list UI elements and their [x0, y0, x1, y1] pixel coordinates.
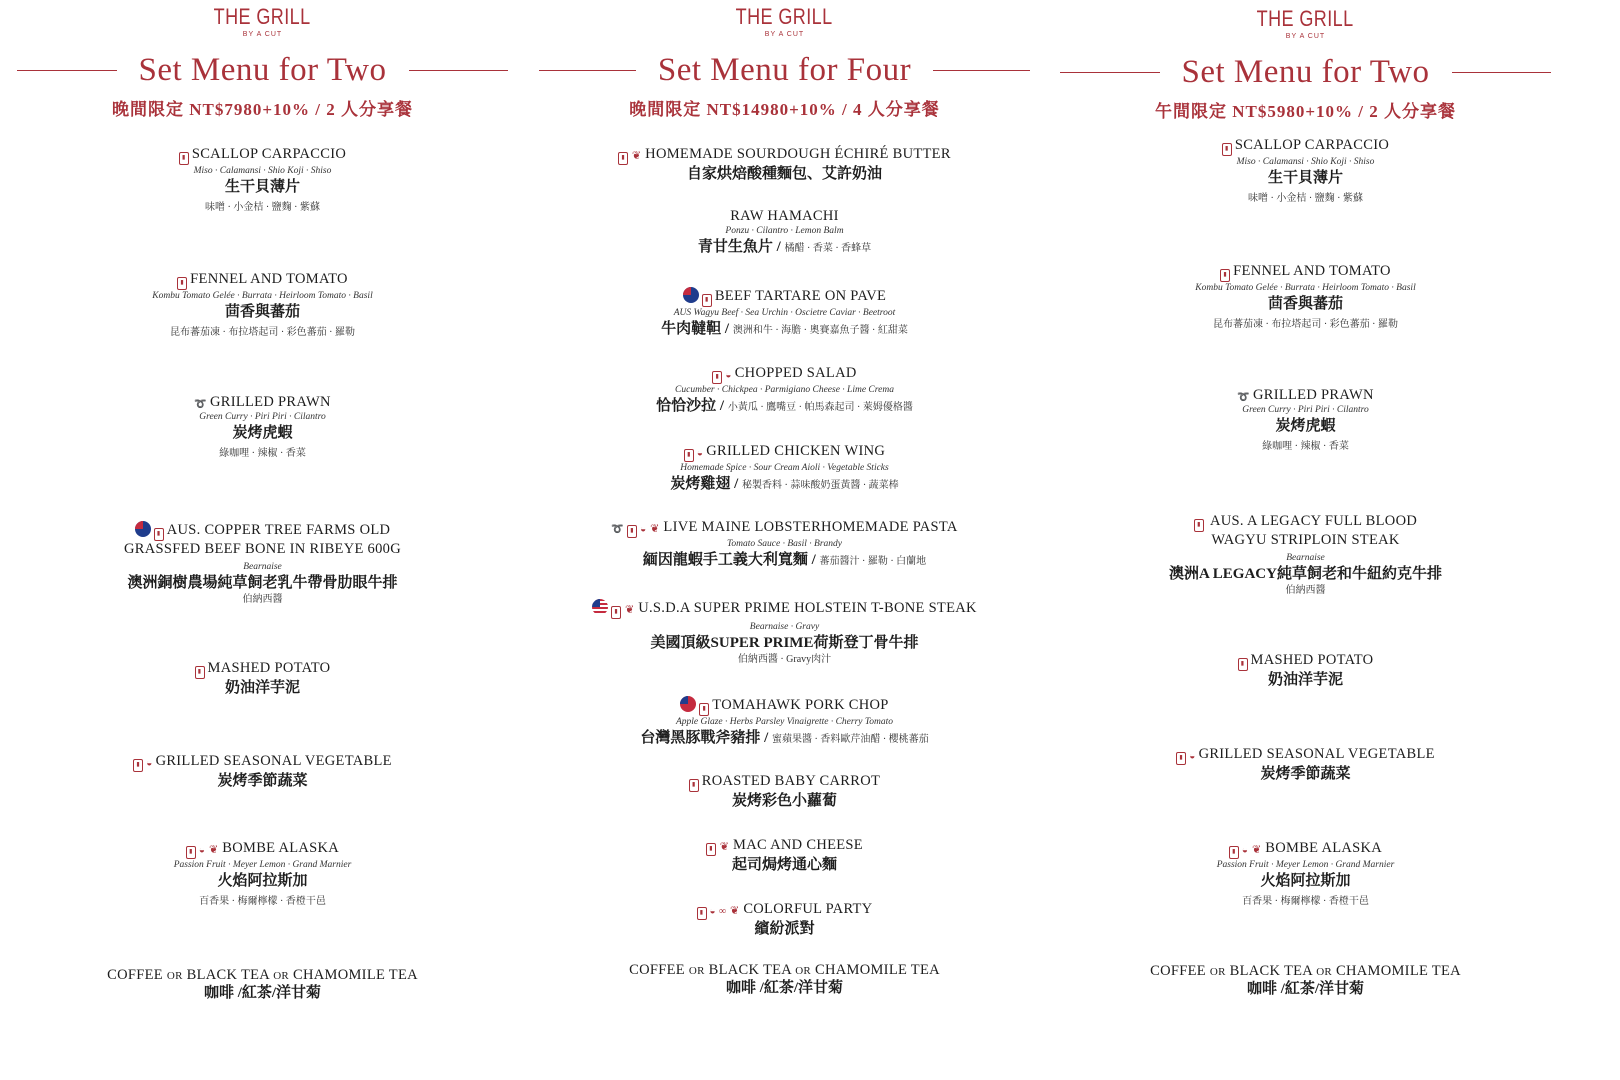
logo-tag: BY A CUT	[1285, 33, 1326, 40]
australia-flag-icon	[683, 287, 699, 303]
item-desc: Homemade Spice · Sour Cream Aioli · Vegetable Sticks	[680, 463, 889, 473]
title-rule-right	[1452, 72, 1552, 73]
item-desc: Bearnaise	[243, 562, 282, 572]
menu-item	[17, 271, 508, 340]
beef-icon: ▮	[1194, 519, 1204, 532]
menu-item-drinks	[1060, 963, 1551, 999]
drink-coffee: COFFEE	[1150, 963, 1206, 979]
item-desc-zh: 綠咖哩 · 辣椒 · 香菜	[219, 448, 306, 459]
item-desc-zh: 昆布蕃茄凍 · 布拉塔起司 · 彩色蕃茄 · 羅勒	[170, 327, 355, 338]
item-name-zh: 奶油洋芋泥	[224, 680, 300, 696]
menu-title: Set Menu for Two	[138, 52, 387, 88]
menu-item	[539, 773, 1030, 811]
menu-subtitle: 午間限定 NT$5980+10% / 2 人分享餐	[1154, 102, 1457, 121]
menu-item	[1060, 746, 1551, 784]
item-desc: Kombu Tomato Gelée · Burrata · Heirloom Tomato · Basil	[152, 291, 373, 301]
item-name-zh: 炭烤虎蝦	[1275, 418, 1336, 434]
egg-icon: ◒	[640, 524, 647, 535]
item-name-zh: 火焰阿拉斯加	[217, 873, 308, 889]
item-name: U.S.D.A SUPER PRIME HOLSTEIN T-BONE STEAK	[638, 600, 977, 616]
menu-item	[539, 287, 1030, 340]
egg-icon: ◒	[696, 448, 704, 459]
drink-coffee: COFFEE	[107, 967, 163, 983]
item-name-zh: 生干貝薄片	[224, 179, 300, 195]
beef-icon: ▮	[179, 152, 189, 165]
egg-icon: ◒	[198, 845, 206, 856]
drink-black-tea: BLACK TEA	[708, 962, 792, 978]
beef-icon: ▮	[1229, 846, 1239, 859]
logo-tag: BY A CUT	[242, 31, 283, 38]
menu-item	[539, 696, 1030, 749]
beef-icon: ▮	[618, 152, 628, 165]
menu-item-drinks	[539, 962, 1030, 998]
item-name-zh: 炭烤雞翅 /	[670, 476, 739, 492]
drink-chamomile: CHAMOMILE TEA	[293, 967, 418, 983]
item-name: LIVE MAINE LOBSTERHOMEMADE PASTA	[663, 519, 958, 535]
menu-dinner-four	[539, 0, 1030, 1080]
item-name: SCALLOP CARPACCIO	[1234, 137, 1390, 153]
item-name: BOMBE ALASKA	[222, 840, 340, 856]
item-name-zh: 自家烘焙酸種麵包、艾許奶油	[686, 166, 882, 182]
or-text: OR	[688, 965, 705, 977]
item-name-zh: 火焰阿拉斯加	[1260, 873, 1351, 889]
drink-black-tea: BLACK TEA	[1229, 963, 1313, 979]
menu-item	[17, 840, 508, 909]
item-name-zh: 澳洲A LEGACY純草飼老和牛紐約克牛排	[1169, 566, 1442, 582]
menu-item	[1060, 263, 1551, 332]
title-row	[17, 52, 508, 89]
beef-icon: ▮	[697, 907, 707, 920]
item-desc: Green Curry · Piri Piri · Cilantro	[199, 412, 326, 422]
shrimp-icon: ➰	[1237, 392, 1250, 403]
item-name-zh: 恰恰沙拉 /	[656, 398, 725, 414]
item-desc: Miso · Calamansi · Shio Koji · Shiso	[193, 166, 332, 176]
beef-icon: ▮	[154, 528, 164, 541]
logo	[17, 4, 508, 38]
item-name: FENNEL AND TOMATO	[1233, 263, 1391, 279]
item-name: BOMBE ALASKA	[1265, 840, 1383, 856]
item-name: ROASTED BABY CARROT	[701, 773, 881, 789]
australia-flag-icon	[135, 521, 151, 537]
item-name: GRILLED CHICKEN WING	[706, 443, 886, 459]
taiwan-flag-icon	[680, 696, 696, 712]
item-name: AUS. A LEGACY FULL BLOOD	[1210, 513, 1418, 529]
menu-item	[539, 837, 1030, 875]
logo	[1060, 6, 1551, 40]
item-name-zh: 咖啡 /紅茶/洋甘菊	[1246, 981, 1365, 997]
beef-icon: ▮	[699, 703, 709, 716]
logo-name: THE GRILL	[214, 4, 311, 29]
item-name-zh: 起司焗烤通心麵	[731, 857, 837, 873]
item-desc: Bearnaise	[1286, 553, 1325, 563]
item-desc: Ponzu · Cilantro · Lemon Balm	[725, 226, 844, 236]
menu-item	[17, 394, 508, 461]
item-name: MASHED POTATO	[1250, 652, 1374, 668]
item-desc-zh: 昆布蕃茄凍 · 布拉塔起司 · 彩色蕃茄 · 羅勒	[1213, 319, 1398, 330]
or-text: OR	[795, 965, 812, 977]
menu-item	[539, 901, 1030, 939]
item-desc-zh: 秘製香料 · 蒜味酸奶蛋黃醬 · 蔬菜棒	[742, 480, 899, 491]
drink-chamomile: CHAMOMILE TEA	[815, 962, 940, 978]
menu-item	[1060, 652, 1551, 690]
item-name: AUS. COPPER TREE FARMS OLD	[166, 522, 391, 538]
item-desc-zh: 伯納西醬	[1285, 585, 1326, 596]
logo-name: THE GRILL	[736, 4, 833, 29]
egg-icon: ◒	[725, 370, 732, 381]
beef-icon: ▮	[706, 843, 716, 856]
item-desc-zh: 伯納西醬	[242, 594, 283, 605]
menu-item	[1060, 137, 1551, 206]
menu-title: Set Menu for Two	[1181, 54, 1430, 90]
title-row	[539, 52, 1030, 89]
item-desc-zh: 蕃茄醬汁 · 羅勒 · 白蘭地	[819, 556, 927, 567]
menu-subtitle: 晚間限定 NT$14980+10% / 4 人分享餐	[629, 100, 940, 119]
menu-item	[539, 208, 1030, 258]
logo-tag: BY A CUT	[764, 31, 805, 38]
item-name-zh: 咖啡 /紅茶/洋甘菊	[203, 985, 322, 1001]
peanut-icon: ∞	[718, 906, 727, 917]
item-name: BEEF TARTARE ON PAVE	[714, 288, 887, 304]
or-text: OR	[273, 970, 290, 982]
wheat-icon: ❦	[209, 844, 219, 856]
item-name-zh: 澳洲銅樹農場純草飼老乳牛帶骨肋眼牛排	[127, 575, 398, 591]
egg-icon: ◒	[709, 906, 716, 917]
usa-flag-icon	[592, 599, 608, 615]
wheat-icon: ❦	[650, 523, 660, 535]
item-name: HOMEMADE SOURDOUGH ÉCHIRÉ BUTTER	[645, 146, 951, 162]
item-name-zh: 牛肉韃靼 /	[661, 321, 730, 337]
item-name-zh: 台灣黑豚戰斧豬排 /	[640, 730, 769, 746]
item-name: GRILLED SEASONAL VEGETABLE	[1198, 746, 1435, 762]
title-rule-right	[409, 70, 509, 71]
item-desc: Tomato Sauce · Basil · Brandy	[727, 539, 842, 549]
item-name-zh: 炭烤季節蔬菜	[217, 773, 308, 789]
item-desc-zh: 蜜蘋果醬 · 香料歐芹油醋 · 櫻桃蕃茄	[772, 734, 929, 745]
item-name: GRILLED PRAWN	[210, 394, 331, 410]
item-name: SCALLOP CARPACCIO	[191, 146, 347, 162]
title-rule-left	[17, 70, 117, 71]
item-name-zh: 茴香與蕃茄	[1267, 296, 1343, 312]
item-name-zh: 炭烤虎蝦	[232, 425, 293, 441]
drink-coffee: COFFEE	[629, 962, 685, 978]
logo	[539, 4, 1030, 38]
item-desc-zh: 小黃瓜 · 鷹嘴豆 · 帕馬森起司 · 萊姆優格醬	[727, 402, 913, 413]
item-name-zh: 繽紛派對	[754, 921, 815, 937]
or-text: OR	[166, 970, 183, 982]
menu-item	[17, 753, 508, 791]
item-name-zh: 美國頂級SUPER PRIME荷斯登丁骨牛排	[650, 635, 919, 651]
item-desc: Cucumber · Chickpea · Parmigiano Cheese · Lime Crema	[675, 385, 894, 395]
menu-dinner-two	[17, 0, 508, 1080]
item-name: GRILLED PRAWN	[1253, 387, 1374, 403]
wheat-icon: ❦	[1252, 844, 1262, 856]
item-name: GRILLED SEASONAL VEGETABLE	[155, 753, 392, 769]
item-desc: Miso · Calamansi · Shio Koji · Shiso	[1236, 157, 1375, 167]
menu-item	[1060, 513, 1551, 598]
item-desc-zh: 味噌 · 小金桔 · 鹽麴 · 紫蘇	[1248, 193, 1363, 204]
beef-icon: ▮	[689, 779, 699, 792]
menu-item	[17, 521, 508, 607]
item-name: MASHED POTATO	[207, 660, 331, 676]
item-name: COLORFUL PARTY	[743, 901, 873, 917]
wheat-icon: ❦	[631, 150, 642, 162]
beef-icon: ▮	[186, 846, 196, 859]
item-desc-zh: 百香果 · 梅爾檸檬 · 香橙干邑	[199, 896, 326, 907]
wheat-icon: ❦	[624, 604, 635, 616]
item-desc: Green Curry · Piri Piri · Cilantro	[1242, 405, 1369, 415]
beef-icon: ▮	[702, 294, 712, 307]
menu-item	[539, 599, 1030, 667]
menu-subtitle: 晚間限定 NT$7980+10% / 2 人分享餐	[111, 100, 414, 119]
egg-icon: ◒	[1241, 845, 1249, 856]
title-row	[1060, 54, 1551, 91]
drink-black-tea: BLACK TEA	[186, 967, 270, 983]
item-name: TOMAHAWK PORK CHOP	[712, 697, 889, 713]
item-desc: Kombu Tomato Gelée · Burrata · Heirloom Tomato · Basil	[1195, 283, 1416, 293]
item-name: CHOPPED SALAD	[734, 365, 857, 381]
item-name: MAC AND CHEESE	[733, 837, 863, 853]
item-desc: Bearnaise · Gravy	[749, 622, 820, 632]
menu-title: Set Menu for Four	[657, 52, 912, 88]
menu-item	[539, 365, 1030, 417]
beef-icon: ▮	[133, 759, 143, 772]
item-name-line2: GRASSFED BEEF BONE IN RIBEYE 600G	[124, 541, 401, 557]
item-desc-zh: 伯納西醬 · Gravy肉汁	[737, 654, 832, 665]
item-name-line2: WAGYU STRIPLOIN STEAK	[1211, 532, 1400, 548]
beef-icon: ▮	[627, 525, 637, 538]
beef-icon: ▮	[611, 606, 621, 619]
item-name-zh: 青甘生魚片 /	[697, 239, 781, 255]
item-desc-zh: 百香果 · 梅爾檸檬 · 香橙干邑	[1242, 896, 1369, 907]
item-desc: Passion Fruit · Meyer Lemon · Grand Marnier	[1216, 860, 1395, 870]
menu-item	[539, 146, 1030, 184]
beef-icon: ▮	[684, 449, 694, 462]
menu-lunch-two	[1060, 0, 1551, 1080]
menu-item	[17, 146, 508, 215]
beef-icon: ▮	[1220, 269, 1230, 282]
drink-chamomile: CHAMOMILE TEA	[1336, 963, 1461, 979]
item-name-zh: 緬因龍蝦手工義大利寬麵 /	[642, 552, 816, 568]
item-desc-zh: 味噌 · 小金桔 · 鹽麴 · 紫蘇	[205, 202, 320, 213]
or-text: OR	[1209, 966, 1226, 978]
item-name-zh: 炭烤季節蔬菜	[1260, 766, 1351, 782]
item-name-zh: 咖啡 /紅茶/洋甘菊	[725, 980, 844, 996]
beef-icon: ▮	[1238, 658, 1248, 671]
egg-icon: ◒	[146, 758, 153, 769]
title-rule-left	[1060, 72, 1160, 73]
menu-item	[1060, 840, 1551, 909]
menu-item	[539, 519, 1030, 571]
item-desc-zh: 綠咖哩 · 辣椒 · 香菜	[1262, 441, 1349, 452]
shrimp-icon: ➰	[194, 399, 207, 410]
item-desc: Passion Fruit · Meyer Lemon · Grand Marnier	[173, 860, 352, 870]
item-desc-zh: 橘醋 · 香菜 · 香蜂草	[784, 243, 872, 254]
item-desc: AUS Wagyu Beef · Sea Urchin · Oscietre Caviar · Beetroot	[673, 308, 896, 318]
item-name-zh: 奶油洋芋泥	[1267, 672, 1343, 688]
item-name: RAW HAMACHI	[730, 208, 839, 224]
item-desc-zh: 澳洲和牛 · 海膽 · 奧賽嘉魚子醬 · 紅甜菜	[732, 325, 908, 336]
beef-icon: ▮	[1176, 752, 1186, 765]
beef-icon: ▮	[712, 371, 722, 384]
menu-item	[17, 660, 508, 698]
title-rule-right	[933, 70, 1030, 71]
item-name-zh: 炭烤彩色小蘿蔔	[731, 793, 837, 809]
item-desc: Apple Glaze · Herbs Parsley Vinaigrette · Cherry Tomato	[675, 717, 894, 727]
egg-icon: ◒	[1189, 751, 1196, 762]
or-text: OR	[1316, 966, 1333, 978]
beef-icon: ▮	[195, 666, 205, 679]
beef-icon: ▮	[177, 277, 187, 290]
menu-item	[1060, 387, 1551, 454]
wheat-icon: ❦	[730, 905, 740, 917]
logo-name: THE GRILL	[1257, 6, 1354, 31]
wheat-icon: ❦	[719, 841, 730, 853]
title-rule-left	[539, 70, 636, 71]
beef-icon: ▮	[1222, 143, 1232, 156]
menu-item-drinks	[17, 967, 508, 1003]
shrimp-icon: ➰	[611, 524, 625, 535]
item-name-zh: 茴香與蕃茄	[224, 304, 300, 320]
menu-item	[539, 443, 1030, 495]
item-name: FENNEL AND TOMATO	[190, 271, 348, 287]
item-name-zh: 生干貝薄片	[1267, 170, 1343, 186]
